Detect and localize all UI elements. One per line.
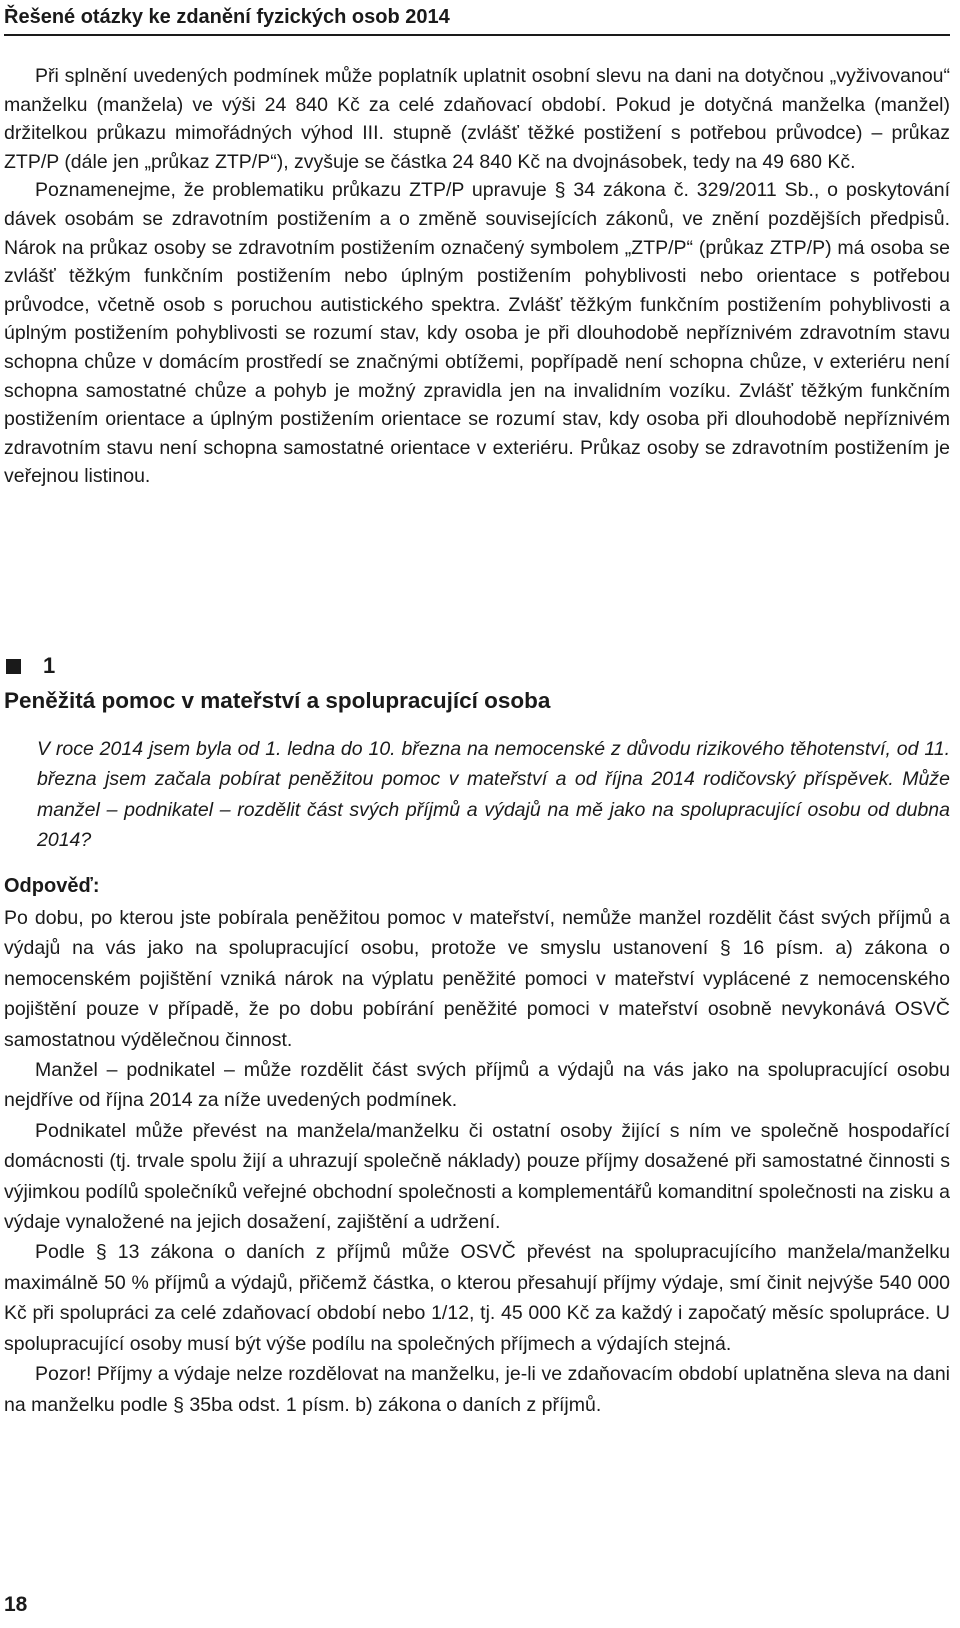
answer-paragraph: Podnikatel může převést na manžela/manželku či ostatní osoby žijící s ním ve společně hospodařící domácnosti (tj. trvale spolu žijí a uhrazují společně náklady) pouze příjmy dosažené při samostatné činnosti s výjimkou podílů společníků veřejné obchodní společnosti a komplementářů komanditní společnosti na zisku a výdaje vynaložené na jejich dosažení, zajištění a udržení. [4, 1119, 950, 1234]
answer-paragraph: Manžel – podnikatel – může rozdělit část svých příjmů a výdajů na vás jako na spolupracující osobu nejdříve od října 2014 za níže uvedených podmínek. [4, 1059, 950, 1112]
page-number: 18 [4, 1593, 28, 1616]
intro-paragraph: Při splnění uvedených podmínek může poplatník uplatnit osobní slevu na dani na dotyčnou „vyživovanou“ manželku (manžela) ve výši 24 840 Kč za celé zdaňovací období. Pokud je dotyčná manželka (manžel) držitelkou průkazu mimořádných výhod III. stupně (zvlášť těžké postižení s potřebou průvodce) – průkaz ZTP/P (dále jen „průkaz ZTP/P“), zvyšuje se částka 24 840 Kč na dvojnásobek, tedy na 49 680 Kč. [4, 65, 950, 173]
answer-section [4, 903, 950, 1420]
square-bullet-icon [6, 659, 21, 674]
question-number-label: 1 [43, 653, 56, 678]
question-number [6, 653, 55, 679]
answer-paragraph: Podle § 13 zákona o daních z příjmů může OSVČ převést na spolupracujícího manžela/manželku maximálně 50 % příjmů a výdajů, přičemž částka, o kterou přesahují příjmy výdaje, smí činit nejvýše 540 000 Kč při spolupráci za celé zdaňovací období nebo 1/12, tj. 45 000 Kč za každý i započatý měsíc spolupráce. U spolupracující osoby musí být výše podílu na společných příjmech a výdajích stejná. [4, 1241, 950, 1355]
answer-paragraph: Pozor! Příjmy a výdaje nelze rozdělovat na manželku, je-li ve zdaňovacím období uplatněna sleva na dani na manželku podle § 35ba odst. 1 písm. b) zákona o daních z příjmů. [4, 1363, 950, 1416]
answer-label: Odpověď: [4, 875, 100, 897]
question-text: V roce 2014 jsem byla od 1. ledna do 10. března na nemocenské z důvodu rizikového těhotenství, od 11. března jsem začala pobírat peněžitou pomoc v mateřství a od října 2014 rodičovský příspěvek. Může manžel – podnikatel – rozdělit část svých příjmů a výdajů na mě jako na spolupracující osobu od dubna 2014? [37, 738, 950, 851]
intro-section [4, 62, 950, 491]
running-title: Řešené otázky ke zdanění fyzických osob 2014 [4, 6, 450, 28]
answer-paragraph: Po dobu, po kterou jste pobírala peněžitou pomoc v mateřství, nemůže manžel rozdělit část svých příjmů a výdajů na vás jako na spolupracující osobu, protože ve smyslu ustanovení § 16 písm. a) zákona o nemocenském pojištění vzniká nárok na výplatu peněžité pomoci v mateřství vyplácené z nemocenského pojištění pouze v případě, že po dobu pobírání peněžité pomoci v mateřství osobně nevykonává OSVČ samostatnou výdělečnou činnost. [4, 907, 950, 1051]
intro-paragraph: Poznamenejme, že problematiku průkazu ZTP/P upravuje § 34 zákona č. 329/2011 Sb., o poskytování dávek osobám se zdravotním postižením a o změně souvisejících zákonů, ve znění pozdějších předpisů. Nárok na průkaz osoby se zdravotním postižením označený symbolem „ZTP/P“ (průkaz ZTP/P) má osoba se zvlášť těžkým funkčním postižením nebo úplným postižením pohyblivosti nebo orientace s potřebou průvodce, včetně osob s poruchou autistického spektra. Zvlášť těžkým funkčním postižením pohyblivosti a úplným postižením pohyblivosti se rozumí stav, kdy osoba je při dlouhodobě nepříznivém zdravotním stavu schopna chůze v domácím prostředí se značnými obtížemi, popřípadě není schopna chůze, v exteriéru není schopna samostatné chůze a pohyb je možný zpravidla jen na invalidním vozíku. Zvlášť těžkým funkčním postižením orientace a úplným postižením orientace se rozumí stav, kdy osoba při dlouhodobě nepříznivém zdravotním stavu není schopna samostatné orientace v exteriéru. Průkaz osoby se zdravotním postižením je veřejnou listinou. [4, 179, 950, 488]
running-header [4, 4, 950, 36]
question-title: Peněžitá pomoc v mateřství a spolupracující osoba [4, 688, 551, 713]
